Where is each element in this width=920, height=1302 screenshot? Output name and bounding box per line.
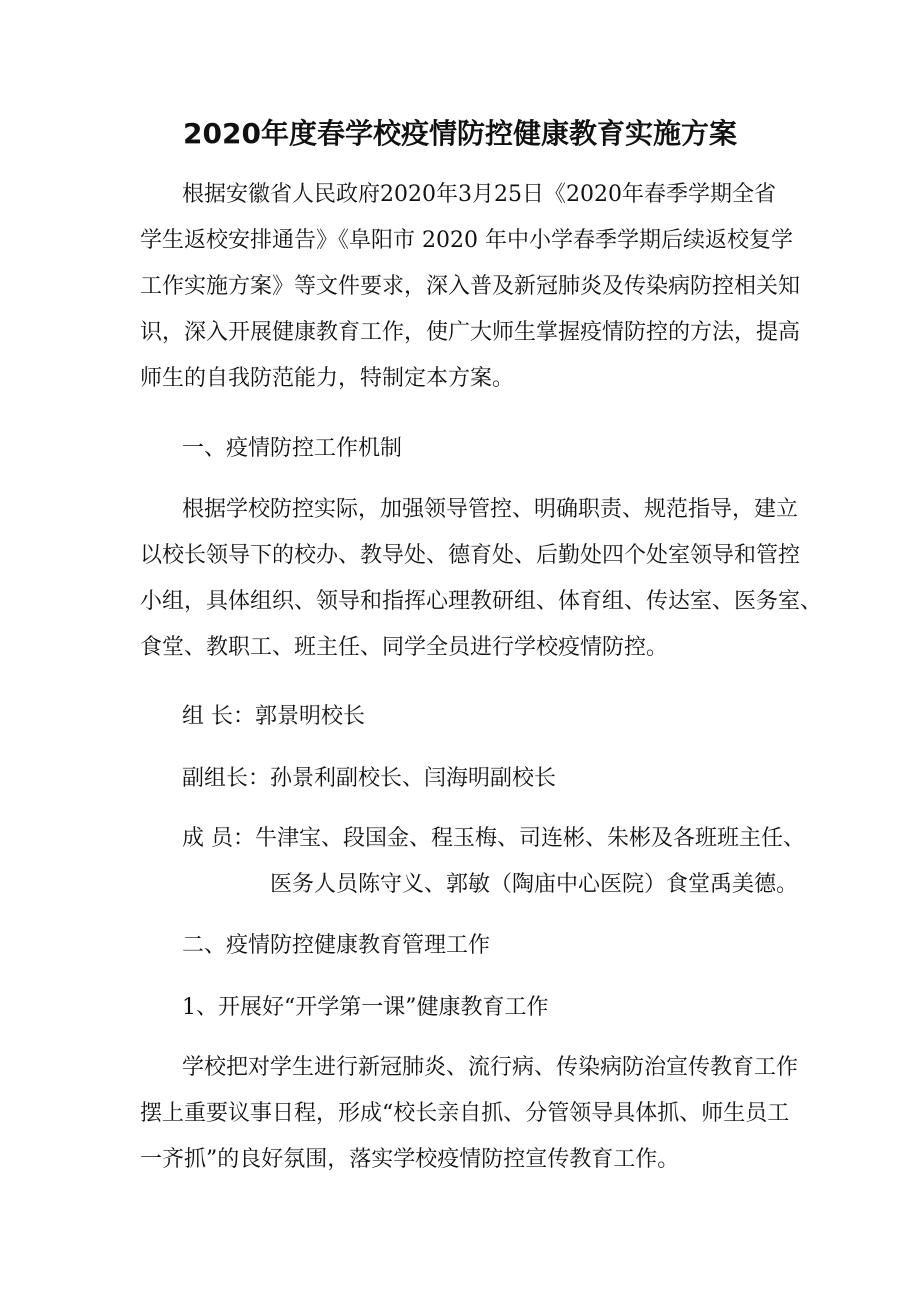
section1-line-2: 以校长领导下的校办、教导处、德育处、后勤处四个处室领导和管控 <box>140 543 801 568</box>
intro-line-4: 识，深入开展健康教育工作，使广大师生掌握疫情防控的方法，提高 <box>140 320 801 345</box>
section1-line-3: 小组，具体组织、领导和指挥心理教研组、体育组、传达室、医务室、 <box>140 589 823 614</box>
section1-line-4: 食堂、教职工、班主任、同学全员进行学校疫情防控。 <box>140 635 669 660</box>
section2-heading: 二、疫情防控健康教育管理工作 <box>182 933 491 958</box>
intro-line-3: 工作实施方案》等文件要求，深入普及新冠肺炎及传染病防控相关知 <box>140 274 801 299</box>
group-leader: 组 长：郭景明校长 <box>182 704 365 729</box>
intro-line-5: 师生的自我防范能力，特制定本方案。 <box>140 366 515 391</box>
members-line-2: 医务人员陈守义、郭敏（陶庙中心医院）食堂禹美德。 <box>270 872 799 897</box>
subsection1-line-1: 学校把对学生进行新冠肺炎、流行病、传染病防治宣传教育工作 <box>182 1055 799 1080</box>
intro-line-1: 根据安徽省人民政府2020年3月25日《2020年春季学期全省 <box>182 182 776 207</box>
intro-line-2: 学生返校安排通告》《阜阳市 2020 年中小学春季学期后续返校复学 <box>140 228 793 253</box>
section1-heading: 一、疫情防控工作机制 <box>182 436 403 461</box>
document-title: 2020年度春学校疫情防控健康教育实施方案 <box>183 117 737 150</box>
section1-line-1: 根据学校防控实际，加强领导管控、明确职责、规范指导，建立 <box>182 497 799 522</box>
members-line-1: 成 员：牛津宝、段国金、程玉梅、司连彬、朱彬及各班班主任、 <box>182 826 805 851</box>
subsection1-heading: 1、开展好“开学第一课”健康教育工作 <box>182 995 549 1020</box>
subsection1-line-3: 一齐抓”的良好氛围，落实学校疫情防控宣传教育工作。 <box>140 1147 680 1172</box>
deputy-leader: 副组长：孙景利副校长、闫海明副校长 <box>182 766 557 791</box>
subsection1-line-2: 摆上重要议事日程，形成“校长亲自抓、分管领导具体抓、师生员工 <box>140 1101 790 1126</box>
